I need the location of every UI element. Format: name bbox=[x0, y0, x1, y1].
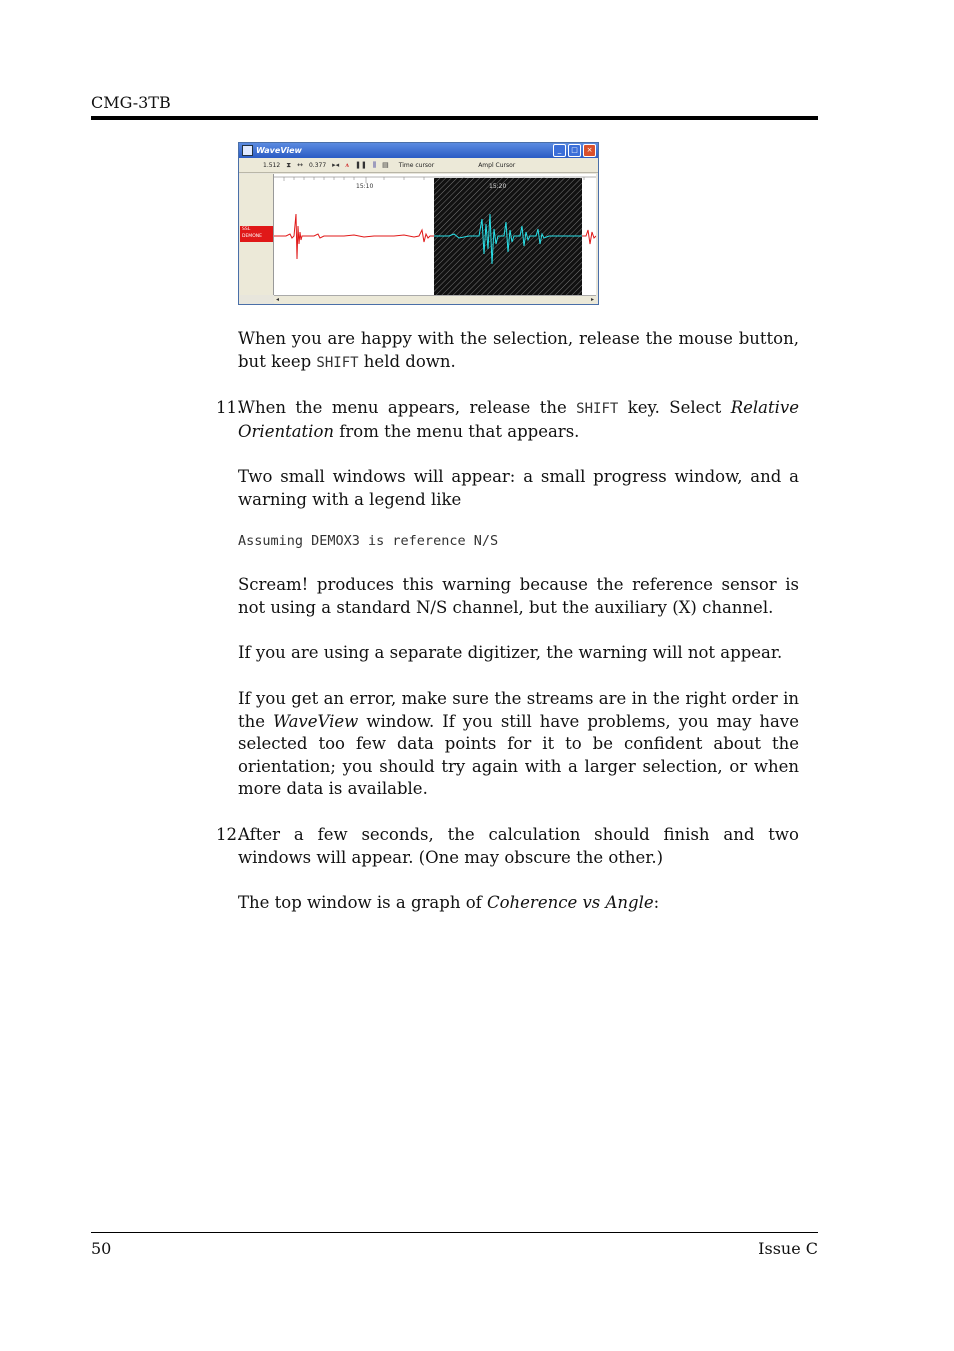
paragraph-release-mouse: When you are happy with the selection, release the mouse button, but keep SHIFT held down. bbox=[238, 329, 799, 371]
step-11-text: When the menu appears, release the SHIFT key. Select Relative Orientation from the menu that appears. bbox=[238, 398, 799, 441]
vertical-zoom-icon[interactable]: ⧗ bbox=[286, 160, 292, 169]
waveform-plot[interactable] bbox=[274, 174, 596, 295]
page-number: 50 bbox=[91, 1239, 112, 1258]
toolbar-value-1: 1.512 bbox=[263, 161, 281, 169]
stream-icon[interactable]: ⫼ bbox=[372, 160, 377, 169]
filter-icon[interactable]: ⩚ bbox=[345, 160, 350, 169]
minimize-icon[interactable]: _ bbox=[553, 144, 566, 157]
print-icon[interactable]: ▤ bbox=[382, 161, 389, 169]
close-icon[interactable]: × bbox=[583, 144, 596, 157]
paragraph-two-windows: Two small windows will appear: a small progress window, and a warning with a legend like bbox=[238, 467, 799, 509]
paragraph-top-window: The top window is a graph of Coherence vs Angle: bbox=[238, 893, 660, 912]
maximize-icon[interactable]: □ bbox=[568, 144, 581, 157]
tick-label-1520: 15:20 bbox=[489, 183, 507, 190]
window-title: WaveView bbox=[256, 146, 302, 155]
step-forward-icon[interactable]: ▸◂ bbox=[332, 161, 340, 169]
step-number-12: 12. bbox=[216, 825, 243, 844]
window-titlebar bbox=[239, 143, 598, 158]
paragraph-separate-digitizer: If you are using a separate digitizer, the warning will not appear. bbox=[238, 643, 783, 662]
ampl-cursor-label: Ampl Cursor bbox=[478, 161, 516, 169]
scroll-left-icon[interactable]: ◂ bbox=[276, 296, 280, 303]
header-title: CMG-3TB bbox=[91, 93, 171, 112]
paragraph-error-help: If you get an error, make sure the streams are in the right order in the WaveView window. If you still have problems, you may have selected too few data points for it to be confident about the orientation; you should try again with a larger selection, or when more data is available. bbox=[238, 689, 799, 798]
tick-label-1510: 15:10 bbox=[356, 183, 374, 190]
warning-code-line: Assuming DEMOX3 is reference N/S bbox=[238, 533, 499, 549]
pause-icon[interactable]: ❚❚ bbox=[355, 161, 367, 169]
time-cursor-label: Time cursor bbox=[398, 161, 435, 169]
waveview-toolbar bbox=[239, 158, 598, 173]
scroll-right-icon[interactable]: ▸ bbox=[590, 296, 594, 303]
toolbar-value-2: 0.377 bbox=[308, 161, 327, 169]
footer-rule bbox=[91, 1232, 818, 1233]
horizontal-zoom-icon[interactable]: ↔ bbox=[297, 161, 303, 169]
channel-label[interactable] bbox=[240, 226, 273, 242]
channel-panel bbox=[240, 174, 274, 295]
channel-label-line2: DEMONE bbox=[242, 234, 262, 239]
app-icon bbox=[242, 145, 253, 156]
step-12-text: After a few seconds, the calculation should finish and two windows will appear. (One may obscure the other.) bbox=[238, 825, 799, 867]
channel-label-line1: SSL bbox=[242, 227, 251, 232]
step-number-11: 11. bbox=[216, 398, 243, 417]
horizontal-scrollbar[interactable] bbox=[274, 295, 596, 304]
paragraph-scream-warning: Scream! produces this warning because the reference sensor is not using a standard N/S channel, but the auxiliary (X) channel. bbox=[238, 575, 799, 617]
waveview-screenshot bbox=[238, 142, 599, 305]
issue-label: Issue C bbox=[758, 1239, 818, 1258]
header-rule bbox=[91, 116, 818, 120]
